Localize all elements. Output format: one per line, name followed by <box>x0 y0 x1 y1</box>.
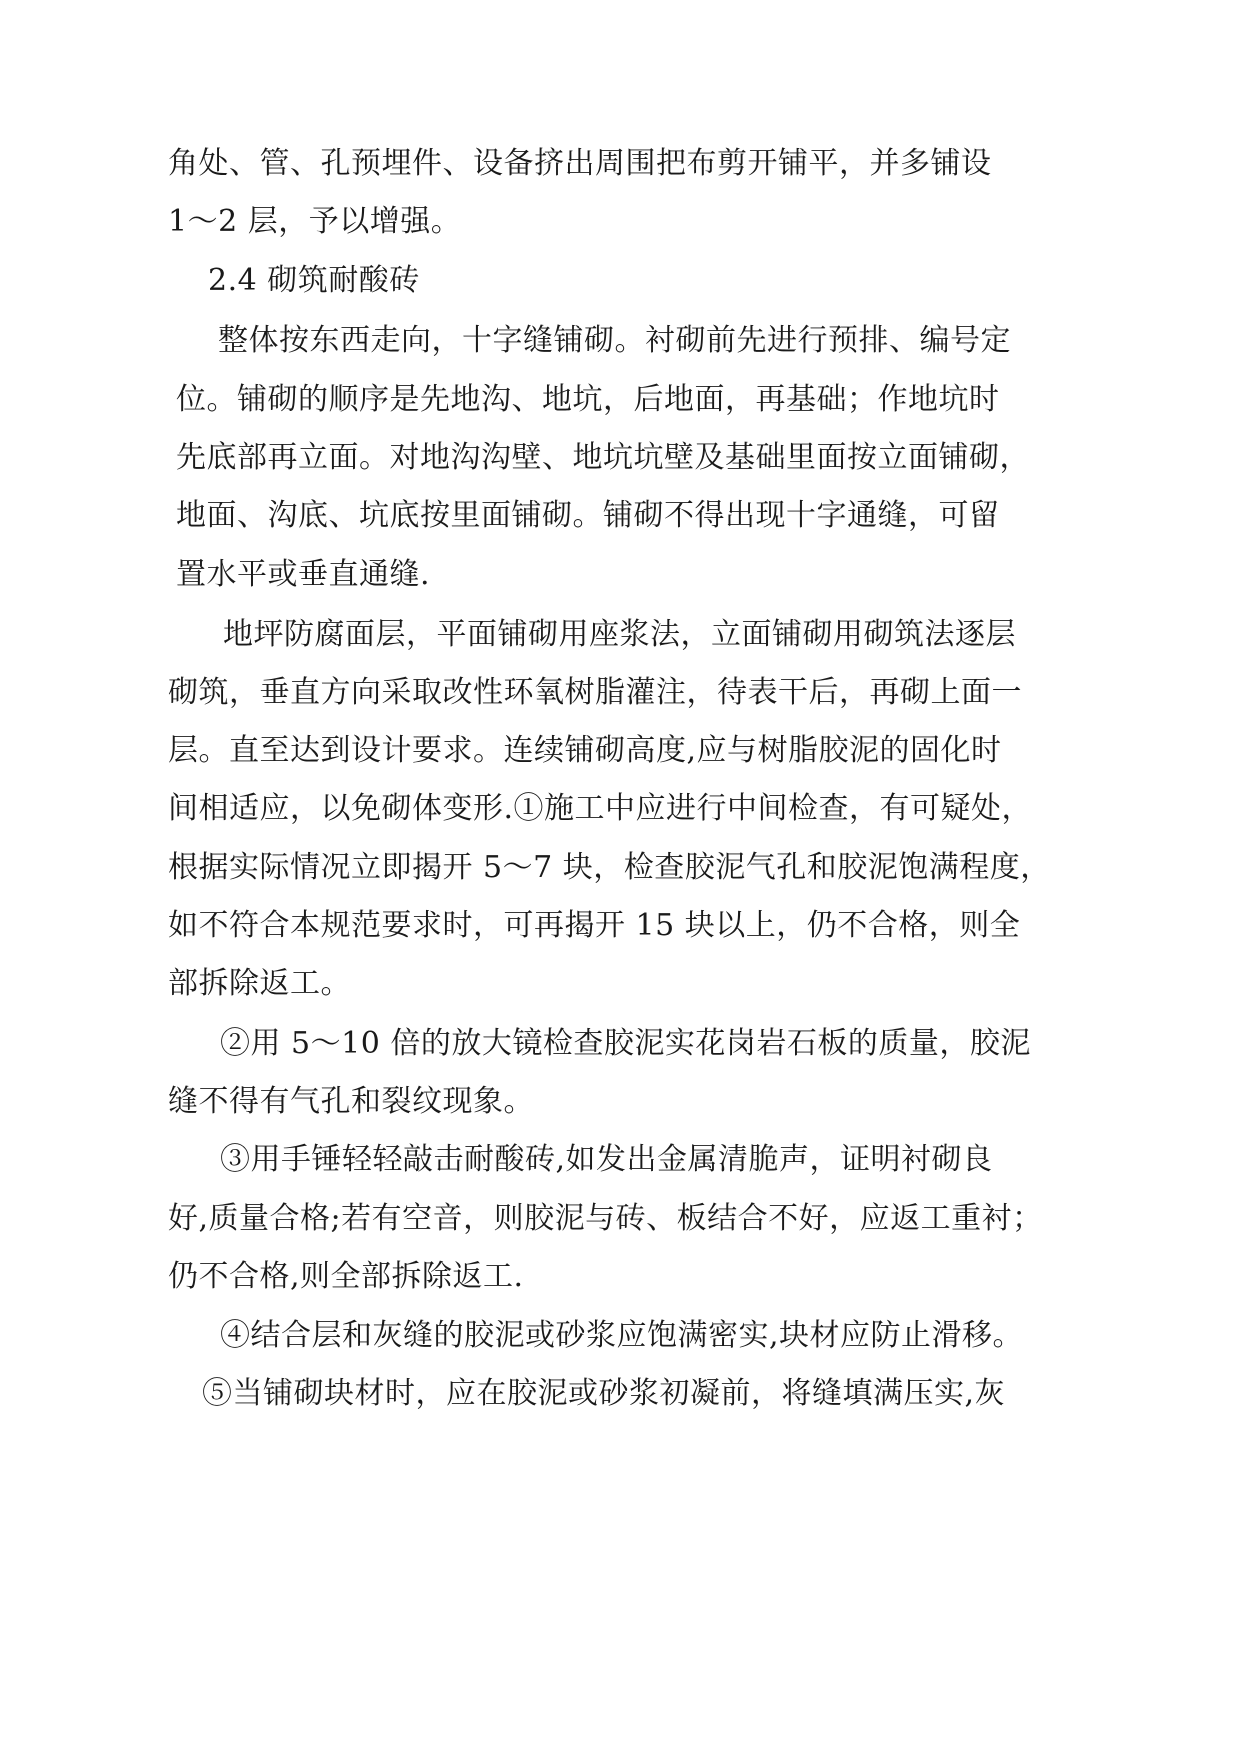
text-line: 部拆除返工。 <box>168 966 351 1001</box>
text-line: ②用 5～10 倍的放大镜检查胶泥实花岗岩石板的质量，胶泥 <box>220 1026 1031 1061</box>
text-line: ④结合层和灰缝的胶泥或砂浆应饱满密实,块材应防止滑移。 <box>220 1318 1024 1353</box>
text-line: 地面、沟底、坑底按里面铺砌。铺砌不得出现十字通缝，可留 <box>176 498 1000 533</box>
text-line: 如不符合本规范要求时，可再揭开 15 块以上，仍不合格，则全 <box>168 908 1021 943</box>
text-line: 层。直至达到设计要求。连续铺砌高度,应与树脂胶泥的固化时 <box>168 733 1002 768</box>
text-line: 缝不得有气孔和裂纹现象。 <box>168 1084 534 1119</box>
text-line: 好,质量合格;若有空音，则胶泥与砖、板结合不好，应返工重衬； <box>168 1201 1043 1236</box>
text-line: 先底部再立面。对地沟沟壁、地坑坑壁及基础里面按立面铺砌， <box>176 440 1030 475</box>
text-line: 间相适应，以免砌体变形.①施工中应进行中间检查，有可疑处， <box>168 791 1033 826</box>
section-heading: 2.4 砌筑耐酸砖 <box>208 263 420 298</box>
text-line: 位。铺砌的顺序是先地沟、地坑，后地面，再基础；作地坑时 <box>176 382 1000 417</box>
text-line: 根据实际情况立即揭开 5～7 块，检查胶泥气孔和胶泥饱满程度， <box>168 850 1051 885</box>
text-line: 置水平或垂直通缝. <box>176 557 431 592</box>
text-line: 1～2 层，予以增强。 <box>168 204 462 239</box>
text-line: 角处、管、孔预埋件、设备挤出周围把布剪开铺平，并多铺设 <box>168 146 992 181</box>
text-line: ③用手锤轻轻敲击耐酸砖,如发出金属清脆声，证明衬砌良 <box>220 1142 993 1177</box>
text-line: 砌筑，垂直方向采取改性环氧树脂灌注，待表干后，再砌上面一 <box>168 675 1022 710</box>
text-line: ⑤当铺砌块材时，应在胶泥或砂浆初凝前，将缝填满压实,灰 <box>202 1376 1006 1411</box>
text-line: 地坪防腐面层，平面铺砌用座浆法，立面铺砌用砌筑法逐层 <box>223 617 1016 652</box>
text-line: 仍不合格,则全部拆除返工. <box>168 1259 524 1294</box>
text-line: 整体按东西走向，十字缝铺砌。衬砌前先进行预排、编号定 <box>218 323 1011 358</box>
